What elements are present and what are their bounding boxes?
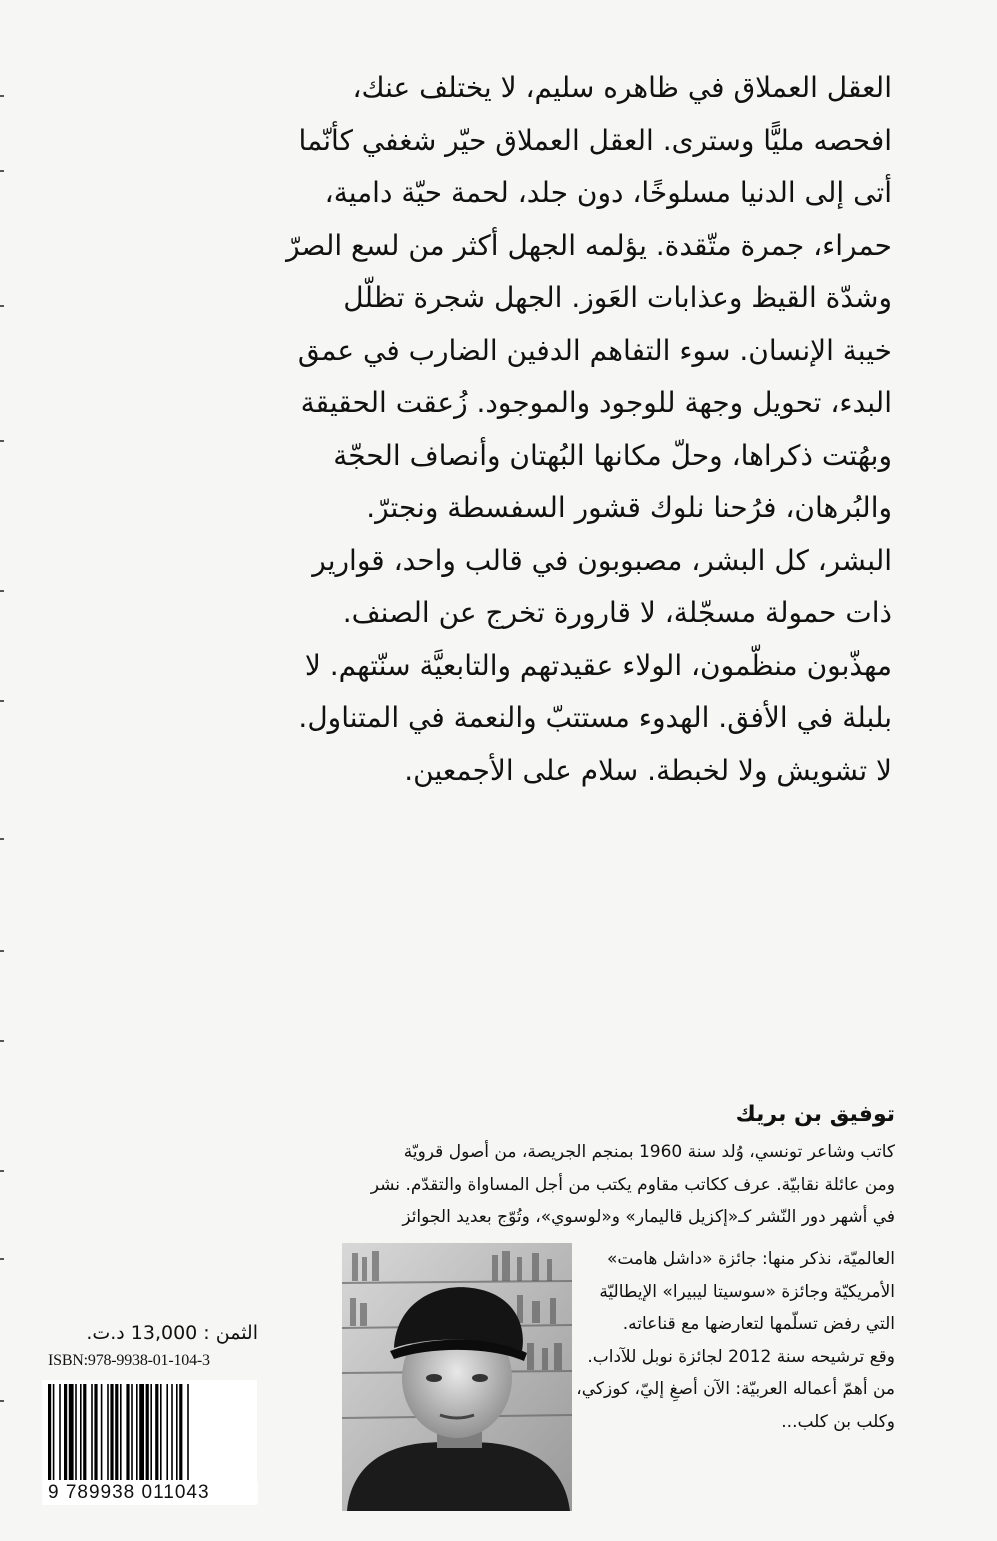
bio-line: ومن عائلة نقابيّة. عرف ككاتب مقاوم يكتب من أجل المساواة والتقدّم. نشر <box>370 1174 895 1195</box>
blurb-text <box>232 62 892 797</box>
bio-line: وكلب بن كلب... <box>781 1411 895 1432</box>
blurb-line: العقل العملاق في ظاهره سليم، لا يختلف عنك، <box>352 71 892 104</box>
blurb-line: البشر، كل البشر، مصبوبون في قالب واحد، قوارير <box>312 543 892 577</box>
bio-line: العالميّة، نذكر منها: جائزة «داشل هامت» <box>606 1249 895 1269</box>
bio-line: التي رفض تسلّمها لتعارضها مع قناعاته. <box>622 1314 895 1334</box>
author-bio-narrow <box>576 1243 895 1438</box>
barcode-number: 9 789938 011043 <box>48 1482 258 1504</box>
bio-line: من أهمّ أعماله العربيّة: الآن أصغِ إليّ، كوزكي، <box>576 1379 895 1399</box>
blurb-line: وشدّة القيظ وعذابات العَوز. الجهل شجرة تظلّل <box>343 281 892 314</box>
blurb-line: والبُرهان، فرُحنا نلوك قشور السفسطة ونجترّ. <box>366 491 892 524</box>
blurb-line: حمراء، جمرة متّقدة. يؤلمه الجهل أكثر من لسع الصرّ <box>286 228 892 262</box>
blurb-line: بلبلة في الأفق. الهدوء مستتبّ والنعمة في المتناول. <box>298 701 892 734</box>
isbn-label: ISBN:978-9938-01-104-3 <box>48 1352 210 1369</box>
blurb-line: البدء، تحويل وجهة للوجود والموجود. زُعقت الحقيقة <box>300 386 892 419</box>
author-name: توفيق بن بريك <box>735 1102 895 1127</box>
blurb-line: مهذّبون منظّمون، الولاء عقيدتهم والتابعيَّة سنّتهم. لا <box>304 648 892 682</box>
bio-line: الأمريكيّة وجائزة «سوسيتا ليبيرا» الإيطاليّة <box>599 1281 895 1302</box>
author-section <box>295 1100 895 1234</box>
bio-line: كاتب وشاعر تونسي، وُلد سنة 1960 بمنجم الجريصة، من أصول قرويّة <box>403 1142 895 1162</box>
blurb-line: افحصه مليًّا وسترى. العقل العملاق حيّر شغفي كأنّما <box>298 123 892 157</box>
blurb-line: أتى إلى الدنيا مسلوخًا، دون جلد، لحمة حيّة دامية، <box>324 176 892 209</box>
crop-marks <box>0 0 8 1541</box>
bio-line: في أشهر دور النّشر كـ«إكزيل قاليمار» و«لوسوي»، وتُوّج بعديد الجوائز <box>402 1207 895 1227</box>
blurb-line: ذات حمولة مسجّلة، لا قارورة تخرج عن الصنف. <box>342 596 892 629</box>
price-label: الثمن : 13,000 د.ت. <box>86 1322 258 1344</box>
blurb-line: وبهُتت ذكراها، وحلّ مكانها البُهتان وأنصاف الحجّة <box>333 438 892 472</box>
blurb-line: خيبة الإنسان. سوء التفاهم الدفين الضارب في عمق <box>297 333 892 367</box>
bio-line: وقع ترشيحه سنة 2012 لجائزة نوبل للآداب. <box>587 1346 895 1367</box>
blurb-line: لا تشويش ولا لخبطة. سلام على الأجمعين. <box>404 753 892 787</box>
author-photo <box>342 1243 572 1511</box>
